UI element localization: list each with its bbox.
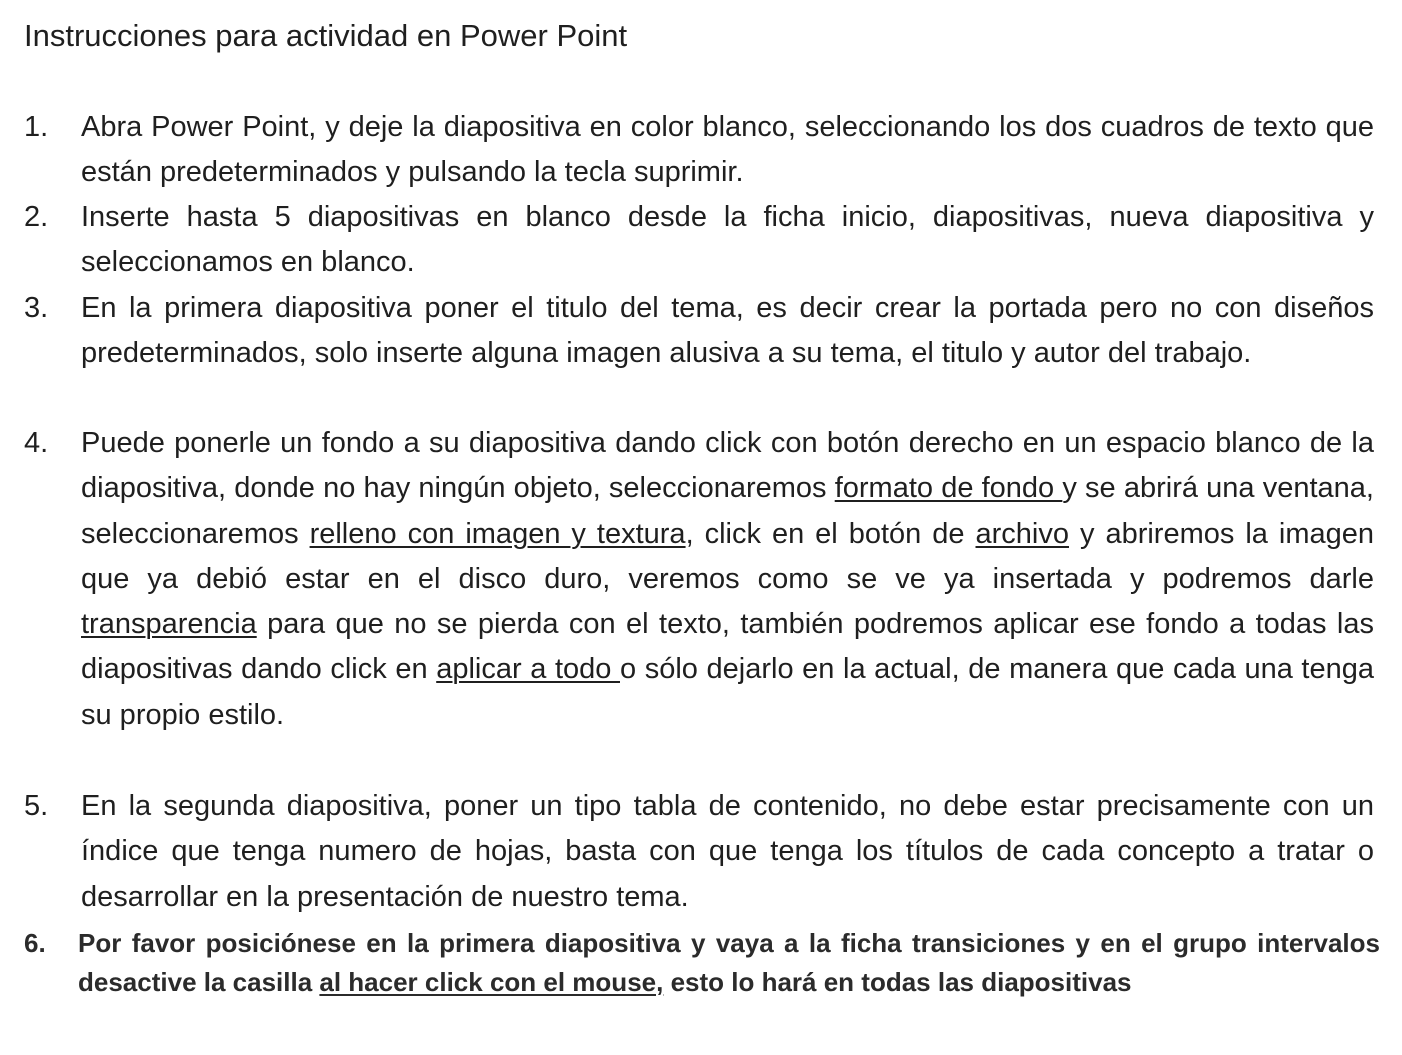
item-number: 3.: [24, 292, 49, 324]
list-item: [24, 286, 1374, 377]
list-item: [24, 195, 1374, 286]
item-text: [78, 924, 1380, 1001]
item-text: [81, 421, 1374, 738]
underlined-term-al-hacer-click: al hacer click con el mouse,: [319, 966, 664, 997]
text-segment: Abra Power Point, y deje la diapositiva en color blanco, seleccionando los dos cuadros de texto que están predeterminados y pulsando la tecla suprimir.: [81, 111, 1374, 189]
text-segment: En la primera diapositiva poner el titulo del tema, es decir crear la portada pero no con diseños predeterminados, solo inserte alguna imagen alusiva a su tema, el titulo y autor del trabajo.: [81, 292, 1374, 370]
text-segment: En la segunda diapositiva, poner un tipo tabla de contenido, no debe estar precisamente con un índice que tenga numero de hojas, basta con que tenga los títulos de cada concepto a tratar o desarrollar en la presentación de nuestro tema.: [81, 790, 1374, 913]
list-item: [24, 784, 1374, 920]
text-segment: y abriremos la imagen que ya debió estar en el disco duro, veremos como se ve ya insertada y podremos darle: [81, 517, 1375, 595]
item-text: [81, 195, 1374, 286]
list-item: [24, 105, 1374, 196]
underlined-term-formato-de-fondo: formato de fondo: [834, 472, 1063, 505]
item-number: 6.: [24, 928, 46, 958]
text-segment: Puede ponerle un fondo a su diapositiva dando click con botón derecho en un espacio blanco de la diapositiva, donde no hay ningún objeto, seleccionaremos: [81, 427, 1374, 505]
item-number: 4.: [24, 427, 49, 459]
list-item-bold: [24, 924, 1380, 1001]
item-text: [81, 286, 1374, 377]
underlined-term-relleno-con-imagen: relleno con imagen y textura: [309, 517, 686, 550]
item-number: 2.: [24, 201, 49, 233]
page-title: Instrucciones para actividad en Power Point: [24, 18, 628, 53]
text-segment: Inserte hasta 5 diapositivas en blanco desde la ficha inicio, diapositivas, nueva diapositiva y seleccionamos en blanco.: [81, 201, 1374, 279]
text-segment: o sólo dejarlo en la actual, de manera que cada una tenga su propio estilo.: [81, 653, 1375, 731]
underlined-term-archivo: archivo: [975, 517, 1069, 550]
item-text: [81, 105, 1374, 196]
text-segment: y se abrirá una ventana, seleccionaremos: [81, 472, 1374, 550]
underlined-term-transparencia: transparencia: [81, 608, 257, 641]
text-segment: para que no se pierda con el texto, también podremos aplicar ese fondo a todas las diapositivas dando click en: [81, 608, 1374, 686]
list-item: [24, 421, 1374, 738]
underlined-term-aplicar-a-todo: aplicar a todo: [436, 653, 620, 686]
item-number: 5.: [24, 790, 49, 822]
text-segment: Por favor posiciónese en la primera diapositiva y vaya a la ficha transiciones y en el grupo intervalos desactive la casilla: [78, 928, 1380, 997]
item-text: [81, 784, 1374, 920]
item-number: 1.: [24, 111, 49, 143]
text-segment: esto lo hará en todas las diapositivas: [663, 966, 1132, 997]
text-segment: , click en el botón de: [685, 517, 976, 550]
